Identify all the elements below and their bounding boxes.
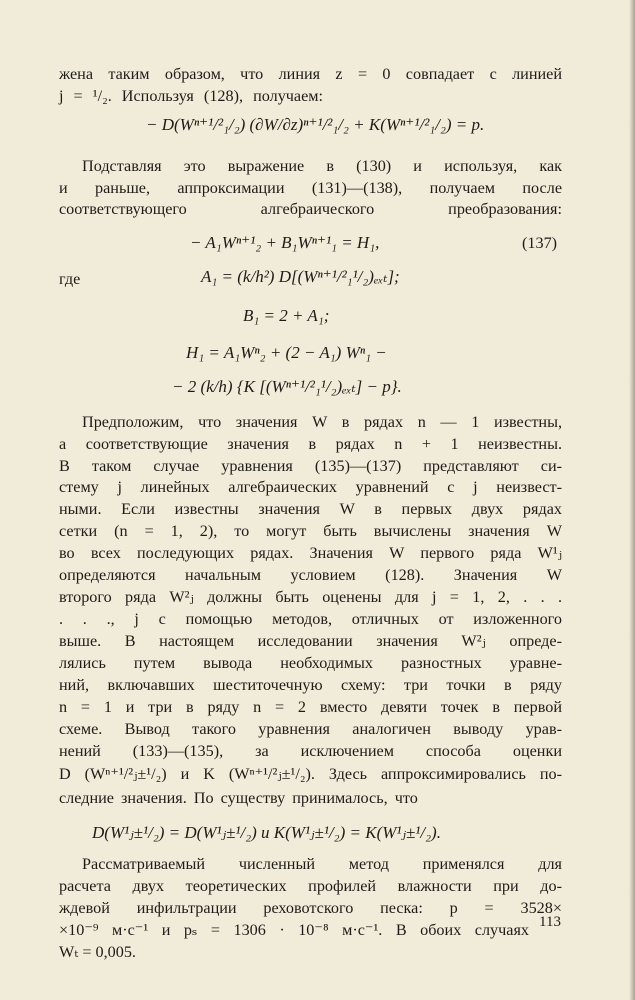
text-line: n = 1 и три в ряду n = 2 вместо девяти точек в первой [59,698,562,716]
text-line: Предположим, что значения W в рядах n — 1 известны, [82,413,562,431]
text-line: ными. Если известны значения W в первых двух рядах [59,500,562,518]
text-line: следние значения. По существу принималось, что [59,789,418,807]
equation: A₁ = (k/h²) D[(Wⁿ⁺¹/²₁¹/₂)ₑₓₜ]; [201,267,400,286]
text-line: и раньше, аппроксимации (131)—(138), получаем после [59,179,562,197]
text-line: нений (133)—(135), за исключением способа оценки [59,742,562,760]
text-line: ×10⁻⁹ м·с⁻¹ и pₛ = 1306 · 10⁻⁸ м·с⁻¹. В обоих случаях [59,921,529,939]
text-line: выше. В настоящем исследовании значения W²ⱼ опреде- [59,632,562,650]
where-label: где [59,270,81,288]
text-line: определяются начальным условием (128). Значения W [59,566,562,584]
text-line: второго ряда W²ⱼ должны быть оценены для j = 1, 2, . . . [59,588,562,606]
text-line: сетки (n = 1, 2), то могут быть вычислены значения W [59,522,562,540]
equation: − 2 (k/h) {K [(Wⁿ⁺¹/²₁¹/₂)ₑₓₜ] − p}. [172,377,402,396]
equation: B₁ = 2 + A₁; [243,306,330,325]
text-line: соответствующего алгебраического преобразования: [59,200,562,218]
page-number: 113 [539,914,561,930]
equation: − D(Wⁿ⁺¹/²₁/₂) (∂W/∂z)ⁿ⁺¹/²₁/₂ + K(Wⁿ⁺¹/²₁/₂) = p. [146,115,485,134]
text-line: В таком случае уравнения (135)—(137) представляют си- [59,457,562,475]
text-line: Подставляя это выражение в (130) и используя, как [82,157,562,175]
text-line: лялись путем вывода необходимых разностных уравне- [59,654,562,672]
text-line: j = ¹/₂. Используя (128), получаем: [59,87,324,105]
text-line: Wₜ = 0,005. [59,943,136,961]
equation-number: (137) [522,234,558,252]
page-edge-shadow [629,0,635,1000]
text-line: . . ., j с помощью методов, отличных от изложенного [59,610,562,628]
text-line: схеме. Вывод такого уравнения аналогичен выводу урав- [59,720,562,738]
equation: − A₁Wⁿ⁺¹₂ + B₁Wⁿ⁺¹₁ = H₁, [190,233,380,252]
text-line: стему j линейных алгебраических уравнений с j неизвест- [59,478,562,496]
text-line: жена таким образом, что линия z = 0 совпадает с линией [59,65,562,83]
text-line: ний, включавших шеститочечную схему: три точки в ряду [59,676,562,694]
text-line: Рассматриваемый численный метод применялся для [82,855,562,873]
equation: H₁ = A₁Wⁿ₂ + (2 − A₁) Wⁿ₁ − [186,343,387,362]
text-line: расчета двух теоретических профилей влажности при до- [59,877,562,895]
equation: D(W¹ⱼ±¹/₂) = D(W¹ⱼ±¹/₂) и K(W¹ⱼ±¹/₂) = K(W¹ⱼ±¹/₂). [92,823,441,842]
text-line: а соответствующие значения в рядах n + 1 неизвестны. [59,435,562,453]
text-line: во всех последующих рядах. Значения W первого ряда W¹ⱼ [59,544,562,562]
text-line: D (Wⁿ⁺¹/²ⱼ±¹/₂) и K (Wⁿ⁺¹/²ⱼ±¹/₂). Здесь аппроксимировались по- [59,765,562,783]
text-line: ждевой инфильтрации реховотского песка: p = 3528× [59,899,562,917]
